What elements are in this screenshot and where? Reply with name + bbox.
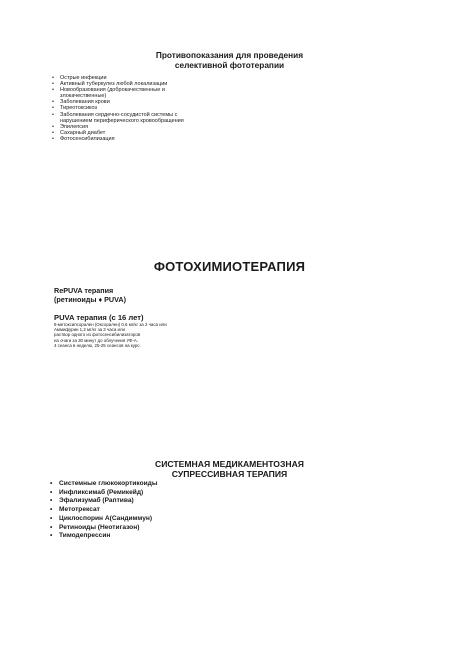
puva-description: 8-метоксипсорален (Оксорален) 0,6 мг/кг за 2 часа или Аммифурин 1,2 мг/кг за 3 часа или раствор одного из фотосенсибилизаторов на очаги за 30 минут до облучения УФ-А. 4 сеанса в неделю, 25-25 сеансов на курс. bbox=[54, 322, 167, 348]
list-item-continuation: злокачественные) bbox=[60, 93, 107, 100]
contraindications-title-line1: Противопоказания для проведения bbox=[155, 50, 304, 60]
repuva-subtitle: (ретиноиды ♦ PUVA) bbox=[54, 295, 126, 304]
list-item: • Заболевания сердечно-сосудистой системы с bbox=[52, 112, 252, 118]
list-item: • Инфликсимаб (Ремикейд) bbox=[50, 489, 270, 498]
list-item: • Циклоспорин А(Сандиммун) bbox=[50, 515, 270, 524]
list-item: • Системные глюкокортикоиды bbox=[50, 480, 270, 489]
list-item: • Заболевания крови bbox=[52, 99, 252, 105]
systemic-therapy-heading bbox=[0, 459, 459, 479]
list-item: • Ретиноиды (Неотигазон) bbox=[50, 524, 270, 533]
list-item: • Сахарный диабет bbox=[52, 130, 252, 136]
list-item: • Острые инфекции bbox=[52, 75, 252, 81]
puva-title: PUVA терапия (с 16 лет) bbox=[54, 313, 144, 322]
contraindications-list bbox=[52, 75, 252, 142]
photochemotherapy-title: ФОТОХИМИОТЕРАПИЯ bbox=[153, 259, 306, 274]
repuva-heading bbox=[54, 286, 126, 304]
list-item: • Эпилепсия bbox=[52, 124, 252, 130]
repuva-title: RePUVA терапия bbox=[54, 286, 114, 295]
contraindications-title-line2: селективной фототерапии bbox=[174, 60, 285, 70]
list-item: • Активный туберкулез любой локализации bbox=[52, 81, 252, 87]
list-item: • Новообразования (доброкачественные и bbox=[52, 87, 252, 93]
list-item: • Эфализумаб (Раптива) bbox=[50, 497, 270, 506]
list-item-continuation: нарушением периферического кровообращения bbox=[60, 117, 184, 124]
contraindications-heading bbox=[0, 50, 459, 70]
systemic-title-line2: СУПРЕССИВНАЯ ТЕРАПИЯ bbox=[171, 469, 288, 479]
list-item: • Тиреотоксикоз bbox=[52, 105, 252, 111]
list-item: • Метотрексат bbox=[50, 506, 270, 515]
list-item: • Фотосенсибилизация bbox=[52, 136, 252, 142]
list-item: • Тимодепрессин bbox=[50, 532, 270, 541]
systemic-title-line1: СИСТЕМНАЯ МЕДИКАМЕНТОЗНАЯ bbox=[155, 459, 304, 469]
systemic-therapy-list bbox=[50, 480, 270, 541]
